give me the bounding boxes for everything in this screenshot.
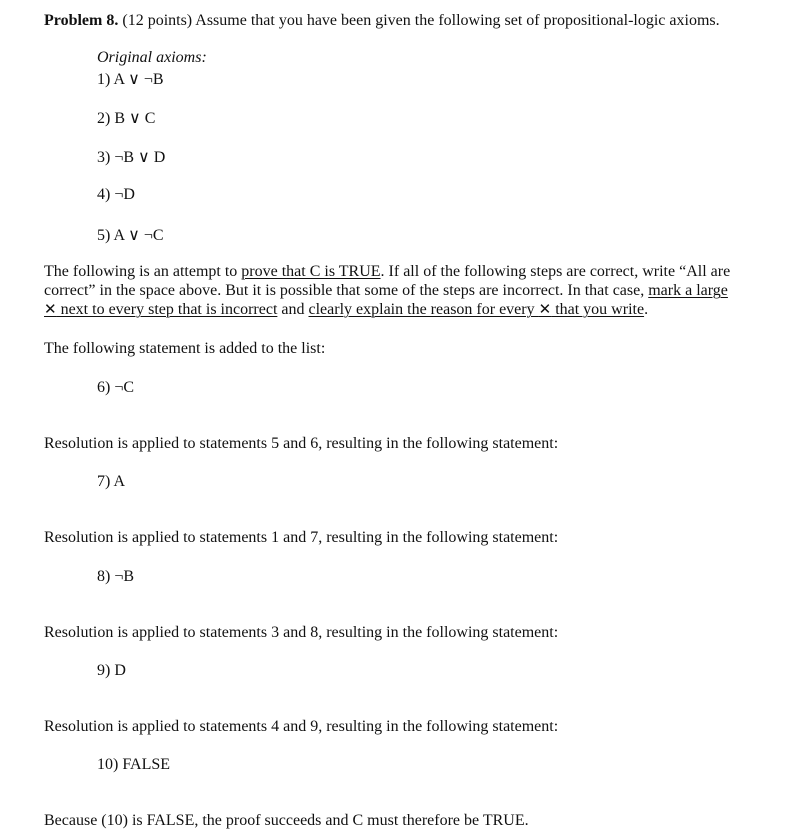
axiom-2: 2) B ∨ C bbox=[97, 110, 156, 127]
x-mark-icon: ✕ bbox=[538, 300, 552, 318]
problem-intro: Assume that you have been given the following set of propositional-logic axioms. bbox=[195, 12, 720, 29]
problem-points: (12 points) bbox=[122, 12, 193, 29]
instructions-text-1: The following is an attempt to bbox=[44, 263, 242, 280]
instructions-mark-text-2: next to every step that is incorrect bbox=[56, 301, 278, 318]
step-8: 8) ¬B bbox=[97, 568, 135, 585]
instructions-explain-text: clearly explain the reason for every bbox=[308, 301, 539, 318]
axiom-4: 4) ¬D bbox=[97, 186, 135, 203]
problem-label: Problem 8. bbox=[44, 12, 119, 29]
instructions-underline-prove: prove that C is TRUE bbox=[241, 263, 381, 280]
x-mark-icon: ✕ bbox=[44, 300, 57, 318]
instructions-text-3: and bbox=[277, 301, 309, 318]
problem-header bbox=[44, 12, 720, 30]
step-9: 9) D bbox=[97, 662, 126, 679]
step-10: 10) FALSE bbox=[97, 756, 171, 773]
step-6: 6) ¬C bbox=[97, 379, 135, 396]
instructions-text-2: . If all of the following steps are correct, write “All are correct” in the space above. But it is possible that some of the steps are incorrect. In that case, bbox=[44, 263, 731, 299]
axioms-heading: Original axioms: bbox=[97, 49, 207, 66]
step-7-description: Resolution is applied to statements 5 and 6, resulting in the following statement: bbox=[44, 435, 559, 452]
instructions-mark-text: mark a large bbox=[648, 282, 728, 299]
step-8-description: Resolution is applied to statements 1 and 7, resulting in the following statement: bbox=[44, 529, 559, 546]
axiom-5: 5) A ∨ ¬C bbox=[97, 227, 164, 244]
step-10-description: Resolution is applied to statements 4 and 9, resulting in the following statement: bbox=[44, 718, 559, 735]
step-9-description: Resolution is applied to statements 3 and 8, resulting in the following statement: bbox=[44, 624, 559, 641]
step-7: 7) A bbox=[97, 473, 125, 490]
axiom-1: 1) A ∨ ¬B bbox=[97, 71, 164, 88]
added-statement-text: The following statement is added to the list: bbox=[44, 340, 326, 357]
instructions-paragraph bbox=[44, 262, 744, 319]
instructions-text-4: . bbox=[644, 301, 649, 318]
instructions-explain-text-2: that you write bbox=[551, 301, 645, 318]
instructions-underline-explain bbox=[309, 301, 645, 318]
axiom-3: 3) ¬B ∨ D bbox=[97, 149, 166, 166]
conclusion-text: Because (10) is FALSE, the proof succeeds and C must therefore be TRUE. bbox=[44, 812, 529, 829]
